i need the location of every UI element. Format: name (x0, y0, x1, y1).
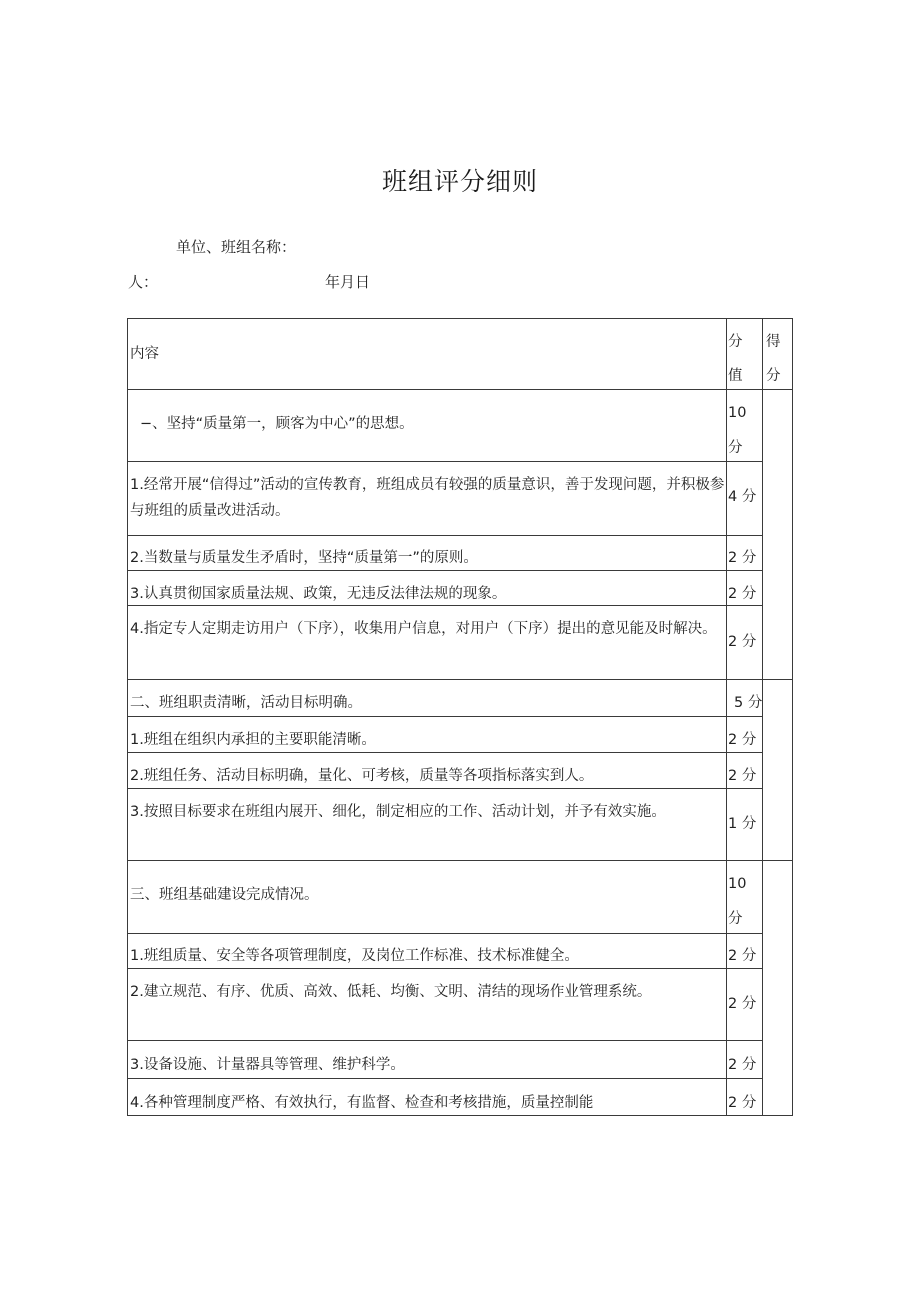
table-divider-score (762, 318, 763, 1116)
table-divider-points (726, 318, 727, 1116)
row-points: 5 分 (734, 695, 763, 711)
table-row: 3.认真贯彻国家质量法规、政策，无违反法律法规的现象。 (130, 586, 507, 602)
row-points-line1: 10 (728, 405, 747, 421)
row-points-line1: 10 (728, 876, 747, 892)
table-row: −、坚持“质量第一，顾客为中心”的思想。 (140, 416, 414, 432)
row-points: 2 分 (728, 732, 757, 748)
table-border-top (127, 318, 793, 319)
row-points: 2 分 (728, 586, 757, 602)
header-score-line1: 得 (766, 334, 781, 350)
table-row: 二、班组职责清晰，活动目标明确。 (130, 695, 362, 711)
section-separator (127, 860, 793, 861)
row-points-line2: 分 (728, 440, 743, 456)
row-points: 2 分 (728, 768, 757, 784)
date-label: 年月日 (325, 273, 371, 291)
header-points-line1: 分 (728, 334, 743, 350)
row-points: 2 分 (728, 996, 757, 1012)
page-title: 班组评分细则 (381, 167, 538, 196)
header-content: 内容 (130, 346, 159, 362)
unit-name-label: 单位、班组名称： (176, 238, 297, 256)
table-row: 2.当数量与质量发生矛盾时，坚持“质量第一”的原则。 (130, 550, 478, 566)
row-points: 2 分 (728, 948, 757, 964)
row-separator (127, 716, 763, 717)
table-row: 4.指定专人定期走访用户（下序），收集用户信息，对用户（下序）提出的意见能及时解决。 (130, 621, 717, 637)
person-label: 人： (128, 273, 159, 291)
table-row: 1.经常开展“信得过”活动的宣传教育，班组成员有较强的质量意识，善于发现问题，并积极参与班组的质量改进活动。 (130, 477, 725, 519)
row-points: 2 分 (728, 1095, 757, 1111)
table-row: 4.各种管理制度严格、有效执行，有监督、检查和考核措施，质量控制能 (130, 1095, 594, 1111)
row-points: 2 分 (728, 550, 757, 566)
table-header-bottom (127, 389, 793, 390)
table-row: 3.按照目标要求在班组内展开、细化，制定相应的工作、活动计划，并予有效实施。 (130, 804, 666, 820)
table-row: 2.班组任务、活动目标明确，量化、可考核，质量等各项指标落实到人。 (130, 768, 594, 784)
row-points: 1 分 (728, 816, 757, 832)
table-border-right (792, 318, 793, 1116)
row-points-line2: 分 (728, 911, 743, 927)
section-separator (127, 679, 793, 680)
header-score-line2: 分 (766, 368, 781, 384)
table-row: 1.班组质量、安全等各项管理制度，及岗位工作标准、技术标准健全。 (130, 948, 579, 964)
row-separator (127, 535, 763, 536)
row-points: 2 分 (728, 1057, 757, 1073)
row-separator (127, 1040, 763, 1041)
header-points-line2: 值 (728, 368, 743, 384)
table-border-left (127, 318, 128, 1116)
row-points: 2 分 (728, 634, 757, 650)
row-separator (127, 461, 763, 462)
table-row: 3.设备设施、计量器具等管理、维护科学。 (130, 1057, 405, 1073)
table-row: 1.班组在组织内承担的主要职能清晰。 (130, 732, 376, 748)
row-separator (127, 933, 763, 934)
row-separator (127, 1078, 763, 1079)
table-row: 2.建立规范、有序、优质、高效、低耗、均衡、文明、清结的现场作业管理系统。 (130, 984, 652, 1000)
table-row: 三、班组基础建设完成情况。 (130, 887, 319, 903)
row-points: 4 分 (728, 489, 757, 505)
